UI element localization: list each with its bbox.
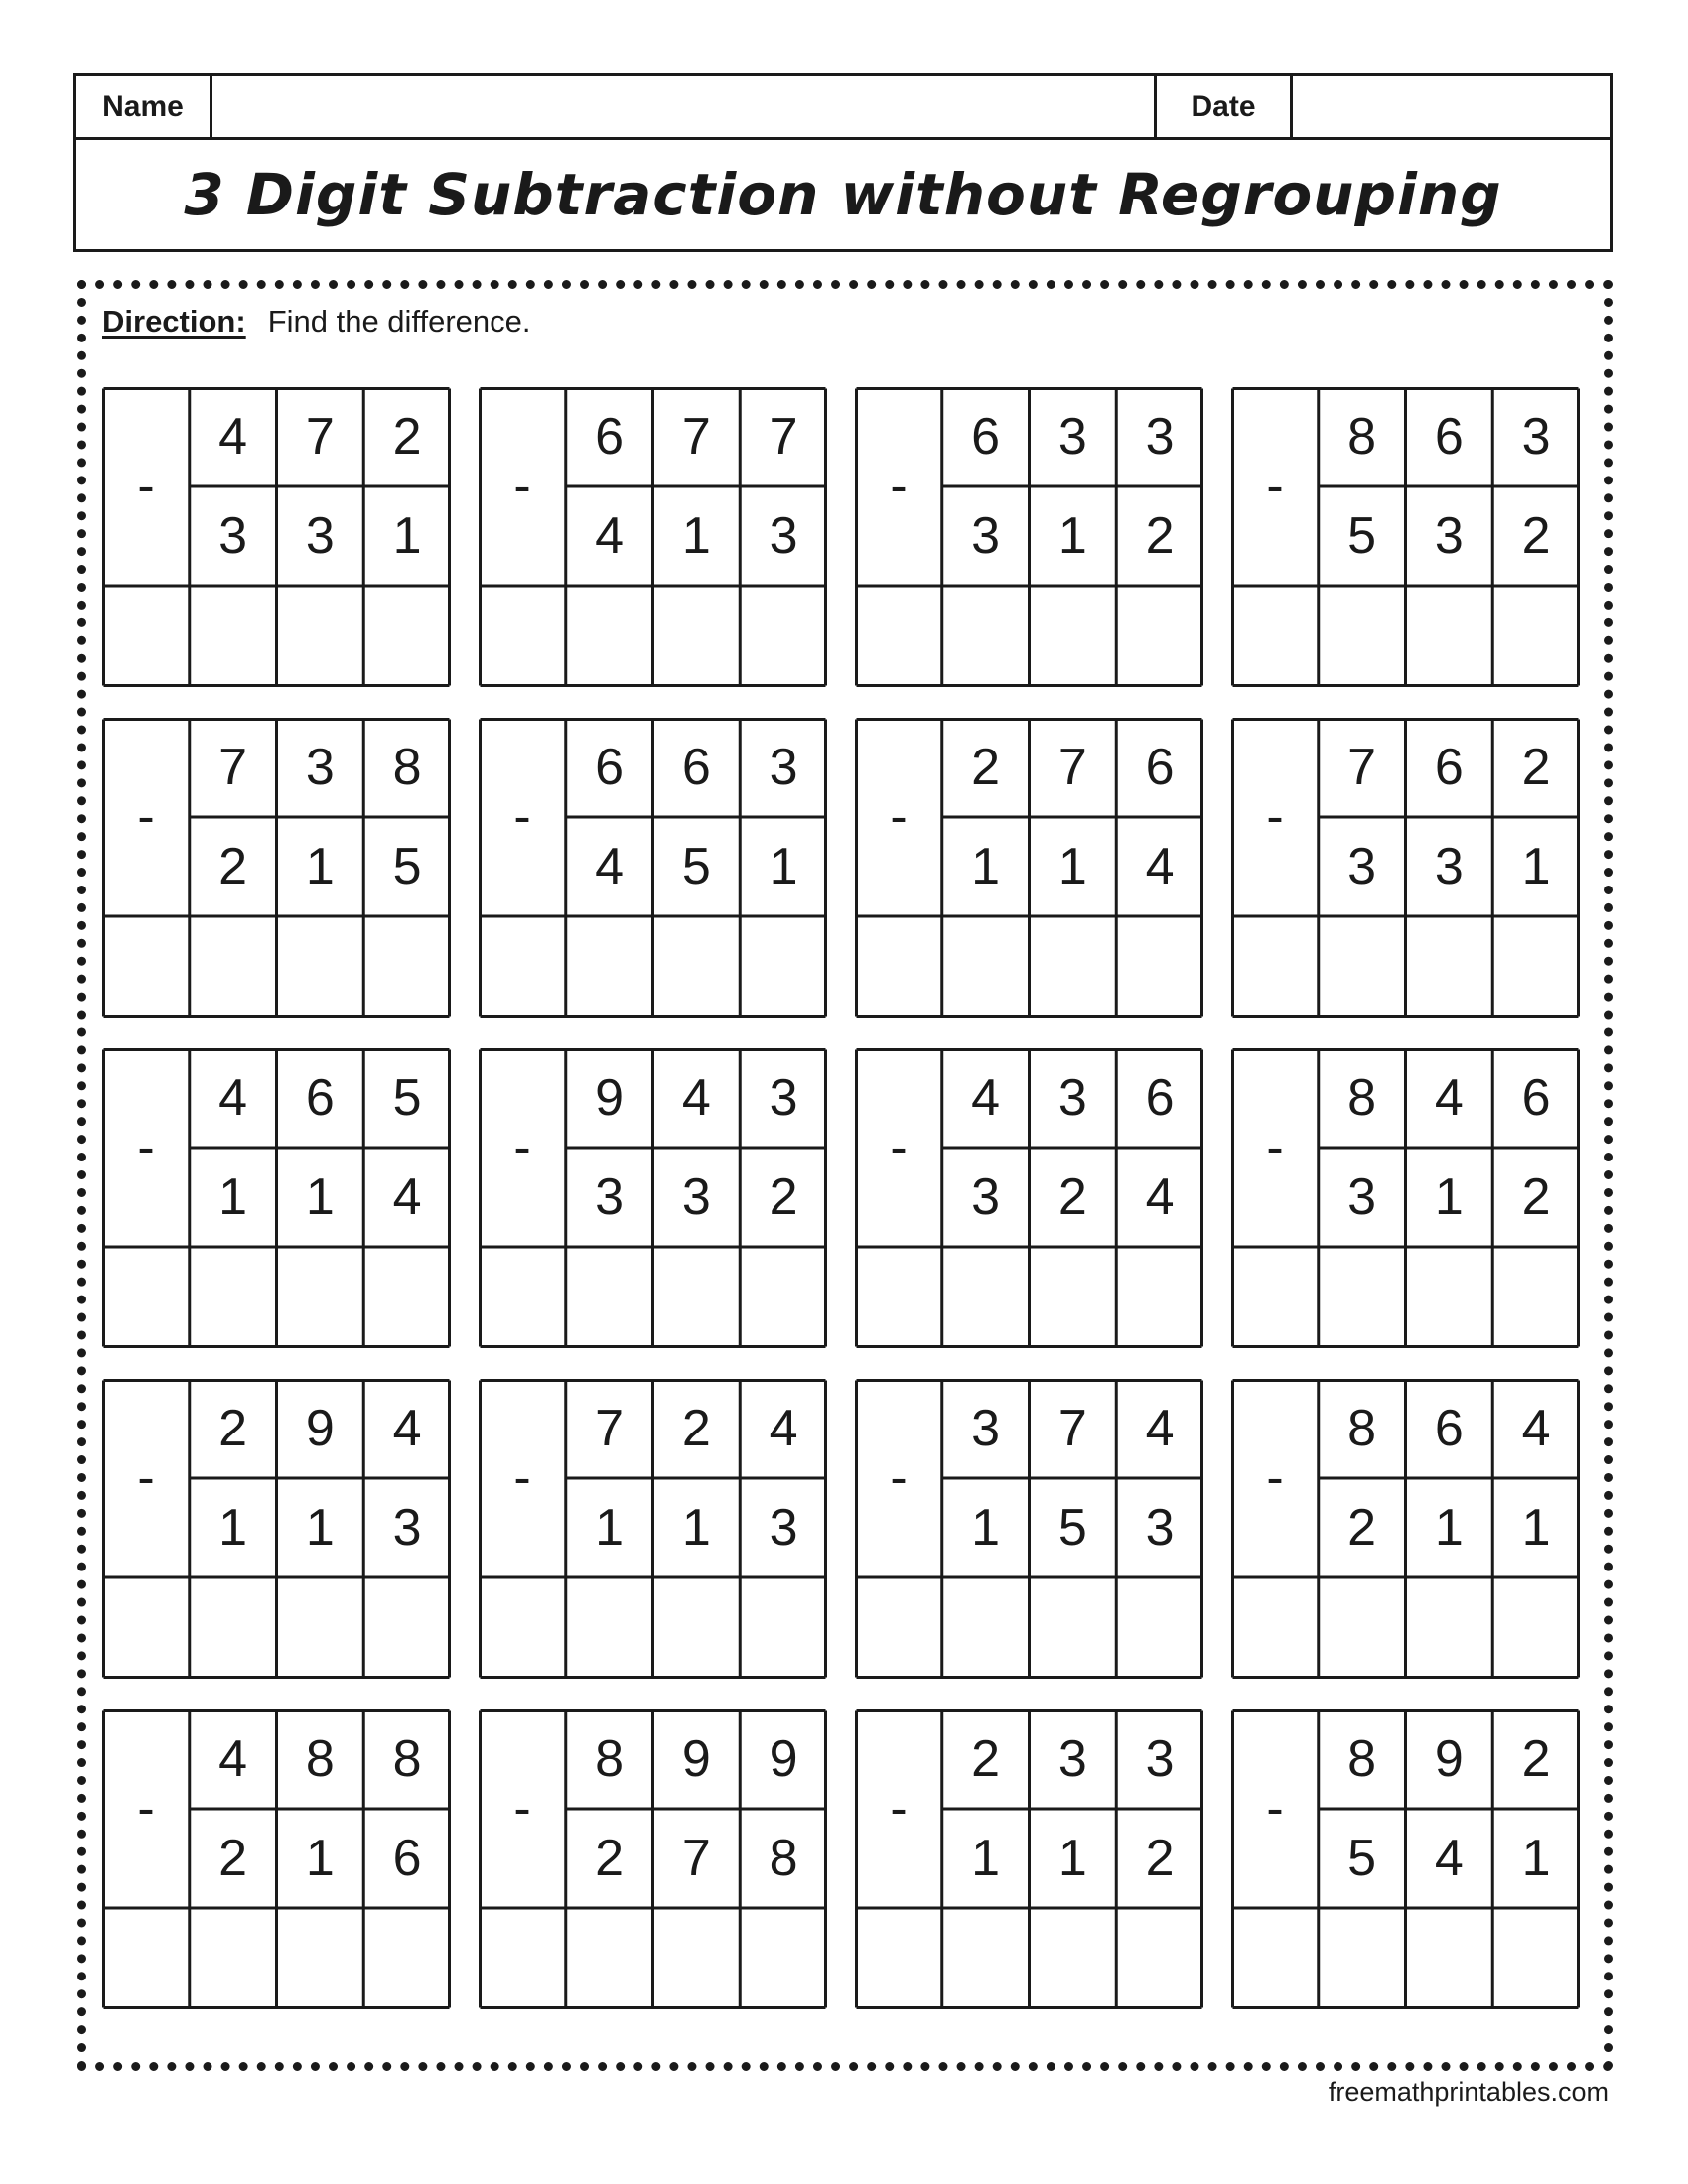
answer-cell[interactable] <box>190 1908 276 2007</box>
answer-cell[interactable] <box>1030 586 1116 685</box>
answer-cell[interactable] <box>1319 916 1405 1016</box>
date-field[interactable] <box>1293 76 1610 137</box>
answer-cell[interactable] <box>1116 916 1202 1016</box>
minuend-digit: 7 <box>218 739 248 796</box>
minuend-digit: 3 <box>1057 1730 1087 1788</box>
subtrahend-digit: 4 <box>1434 1830 1464 1887</box>
subtrahend-digit: 2 <box>769 1168 798 1226</box>
subtraction-problem <box>855 1709 1203 2009</box>
answer-cell[interactable] <box>1406 1577 1492 1677</box>
minus-sign: - <box>1266 458 1284 515</box>
minuend-digit: 6 <box>305 1069 335 1127</box>
minuend-digit: 4 <box>218 408 248 466</box>
minuend-digit: 3 <box>971 1400 1001 1457</box>
minus-sign: - <box>137 1780 155 1838</box>
subtrahend-digit: 1 <box>305 838 335 895</box>
minuend-digit: 8 <box>1347 1069 1377 1127</box>
minuend-digit: 9 <box>681 1730 711 1788</box>
subtrahend-digit: 3 <box>1145 1499 1175 1557</box>
subtrahend-digit: 2 <box>1347 1499 1377 1557</box>
subtraction-problem <box>855 1379 1203 1679</box>
subtraction-problem <box>1231 718 1580 1018</box>
minuend-digit: 7 <box>305 408 335 466</box>
subtraction-problem <box>479 387 827 687</box>
minuend-digit: 2 <box>392 408 422 466</box>
subtraction-problem <box>1231 1048 1580 1348</box>
subtrahend-digit: 3 <box>971 1168 1001 1226</box>
subtrahend-digit: 1 <box>971 838 1001 895</box>
answer-cell[interactable] <box>190 586 276 685</box>
minuend-digit: 8 <box>1347 1730 1377 1788</box>
subtrahend-digit: 3 <box>305 507 335 565</box>
answer-cell[interactable] <box>1116 1908 1202 2007</box>
answer-cell[interactable] <box>740 1908 826 2007</box>
date-label: Date <box>1157 76 1293 137</box>
answer-cell[interactable] <box>566 916 652 1016</box>
minuend-digit: 2 <box>681 1400 711 1457</box>
minus-sign: - <box>1266 1449 1284 1507</box>
minuend-digit: 9 <box>1434 1730 1464 1788</box>
subtrahend-digit: 1 <box>218 1168 248 1226</box>
subtrahend-digit: 4 <box>392 1168 422 1226</box>
subtraction-problem <box>855 387 1203 687</box>
minuend-digit: 7 <box>1347 739 1377 796</box>
subtraction-problem <box>1231 1379 1580 1679</box>
minus-sign: - <box>890 1119 908 1176</box>
name-field[interactable] <box>212 76 1157 137</box>
minuend-digit: 4 <box>971 1069 1001 1127</box>
answer-cell[interactable] <box>1030 1247 1116 1346</box>
subtrahend-digit: 5 <box>1347 1830 1377 1887</box>
answer-cell[interactable] <box>1319 1908 1405 2007</box>
subtraction-problem <box>479 1379 827 1679</box>
answer-cell[interactable] <box>653 1908 740 2007</box>
subtrahend-digit: 1 <box>1521 838 1551 895</box>
subtrahend-digit: 1 <box>1434 1499 1464 1557</box>
answer-cell[interactable] <box>1492 586 1579 685</box>
subtrahend-digit: 1 <box>1521 1499 1551 1557</box>
minuend-digit: 6 <box>1521 1069 1551 1127</box>
subtrahend-digit: 3 <box>392 1499 422 1557</box>
subtrahend-digit: 1 <box>305 1499 335 1557</box>
subtrahend-digit: 1 <box>971 1499 1001 1557</box>
subtrahend-digit: 3 <box>1434 838 1464 895</box>
minuend-digit: 7 <box>1057 739 1087 796</box>
answer-cell[interactable] <box>277 916 363 1016</box>
minuend-digit: 3 <box>1145 1730 1175 1788</box>
minuend-digit: 3 <box>305 739 335 796</box>
answer-cell[interactable] <box>653 1247 740 1346</box>
minuend-digit: 4 <box>1521 1400 1551 1457</box>
subtraction-problem <box>1231 387 1580 687</box>
minuend-digit: 3 <box>1057 1069 1087 1127</box>
answer-cell[interactable] <box>942 1247 1029 1346</box>
minuend-digit: 6 <box>595 739 625 796</box>
minuend-digit: 9 <box>595 1069 625 1127</box>
subtrahend-digit: 2 <box>1521 507 1551 565</box>
subtrahend-digit: 3 <box>595 1168 625 1226</box>
minus-sign: - <box>513 1449 531 1507</box>
subtrahend-digit: 1 <box>305 1168 335 1226</box>
subtrahend-digit: 1 <box>681 507 711 565</box>
subtrahend-digit: 1 <box>769 838 798 895</box>
answer-cell[interactable] <box>277 1247 363 1346</box>
footer-site: freemathprintables.com <box>1328 2077 1609 2107</box>
minuend-digit: 3 <box>1145 408 1175 466</box>
answer-cell[interactable] <box>653 1577 740 1677</box>
answer-cell[interactable] <box>1030 916 1116 1016</box>
subtrahend-digit: 2 <box>595 1830 625 1887</box>
subtrahend-digit: 3 <box>681 1168 711 1226</box>
minuend-digit: 7 <box>769 408 798 466</box>
subtrahend-digit: 4 <box>595 838 625 895</box>
minus-sign: - <box>890 458 908 515</box>
answer-cell[interactable] <box>942 1908 1029 2007</box>
minuend-digit: 6 <box>1434 1400 1464 1457</box>
answer-cell[interactable] <box>1406 586 1492 685</box>
answer-cell[interactable] <box>942 916 1029 1016</box>
answer-cell[interactable] <box>1116 1247 1202 1346</box>
minuend-digit: 8 <box>1347 408 1377 466</box>
minuend-digit: 2 <box>1521 1730 1551 1788</box>
subtrahend-digit: 1 <box>218 1499 248 1557</box>
answer-cell[interactable] <box>1406 1247 1492 1346</box>
minus-sign: - <box>137 1119 155 1176</box>
worksheet-title: 3 Digit Subtraction without Regrouping <box>184 161 1502 228</box>
answer-cell[interactable] <box>363 586 450 685</box>
subtraction-problem <box>479 718 827 1018</box>
minus-sign: - <box>1266 1780 1284 1838</box>
header-block <box>73 73 1613 252</box>
minuend-digit: 8 <box>595 1730 625 1788</box>
subtrahend-digit: 1 <box>1521 1830 1551 1887</box>
minus-sign: - <box>1266 788 1284 846</box>
subtrahend-digit: 3 <box>218 507 248 565</box>
minuend-digit: 6 <box>1145 1069 1175 1127</box>
subtraction-problem <box>102 1379 451 1679</box>
subtrahend-digit: 3 <box>769 1499 798 1557</box>
subtrahend-digit: 4 <box>1145 838 1175 895</box>
minuend-digit: 4 <box>769 1400 798 1457</box>
minus-sign: - <box>513 788 531 846</box>
subtraction-problem <box>855 718 1203 1018</box>
answer-cell[interactable] <box>190 1577 276 1677</box>
answer-cell[interactable] <box>740 586 826 685</box>
subtrahend-digit: 5 <box>1347 507 1377 565</box>
minus-sign: - <box>513 1119 531 1176</box>
minuend-digit: 2 <box>1521 739 1551 796</box>
answer-cell[interactable] <box>363 1908 450 2007</box>
subtraction-problem <box>1231 1709 1580 2009</box>
subtrahend-digit: 2 <box>218 1830 248 1887</box>
minus-sign: - <box>137 458 155 515</box>
minus-sign: - <box>890 788 908 846</box>
minuend-digit: 6 <box>1145 739 1175 796</box>
answer-cell[interactable] <box>1492 916 1579 1016</box>
subtrahend-digit: 2 <box>1145 507 1175 565</box>
answer-cell[interactable] <box>653 916 740 1016</box>
answer-cell[interactable] <box>1319 1247 1405 1346</box>
subtrahend-digit: 3 <box>1434 507 1464 565</box>
minuend-digit: 3 <box>1057 408 1087 466</box>
subtraction-problem <box>102 718 451 1018</box>
answer-cell[interactable] <box>363 1247 450 1346</box>
minuend-digit: 4 <box>1434 1069 1464 1127</box>
minuend-digit: 9 <box>769 1730 798 1788</box>
subtraction-problem <box>479 1048 827 1348</box>
name-label: Name <box>76 76 212 137</box>
subtrahend-digit: 2 <box>1057 1168 1087 1226</box>
answer-cell[interactable] <box>942 586 1029 685</box>
answer-cell[interactable] <box>277 1908 363 2007</box>
answer-cell[interactable] <box>1492 1908 1579 2007</box>
subtrahend-digit: 1 <box>1057 507 1087 565</box>
subtraction-problem <box>102 1048 451 1348</box>
answer-cell[interactable] <box>1319 1577 1405 1677</box>
subtrahend-digit: 3 <box>1347 1168 1377 1226</box>
subtrahend-digit: 3 <box>769 507 798 565</box>
answer-cell[interactable] <box>1492 1247 1579 1346</box>
subtraction-problem <box>102 387 451 687</box>
subtrahend-digit: 1 <box>971 1830 1001 1887</box>
minuend-digit: 3 <box>1521 408 1551 466</box>
answer-cell[interactable] <box>1030 1577 1116 1677</box>
answer-cell[interactable] <box>363 916 450 1016</box>
minus-sign: - <box>513 458 531 515</box>
minuend-digit: 8 <box>305 1730 335 1788</box>
subtrahend-digit: 3 <box>971 507 1001 565</box>
minuend-digit: 4 <box>218 1069 248 1127</box>
subtrahend-digit: 1 <box>681 1499 711 1557</box>
subtrahend-digit: 2 <box>1521 1168 1551 1226</box>
answer-cell[interactable] <box>1492 1577 1579 1677</box>
subtrahend-digit: 1 <box>392 507 422 565</box>
answer-cell[interactable] <box>740 916 826 1016</box>
answer-cell[interactable] <box>277 586 363 685</box>
minus-sign: - <box>1266 1119 1284 1176</box>
subtrahend-digit: 4 <box>595 507 625 565</box>
subtrahend-digit: 1 <box>305 1830 335 1887</box>
subtrahend-digit: 8 <box>769 1830 798 1887</box>
minuend-digit: 4 <box>1145 1400 1175 1457</box>
minuend-digit: 6 <box>1434 739 1464 796</box>
answer-cell[interactable] <box>740 1577 826 1677</box>
subtrahend-digit: 3 <box>1347 838 1377 895</box>
name-date-row <box>76 76 1610 140</box>
subtrahend-digit: 5 <box>1057 1499 1087 1557</box>
answer-cell[interactable] <box>1406 916 1492 1016</box>
subtrahend-digit: 4 <box>1145 1168 1175 1226</box>
minuend-digit: 2 <box>971 739 1001 796</box>
minuend-digit: 2 <box>218 1400 248 1457</box>
subtrahend-digit: 5 <box>681 838 711 895</box>
answer-cell[interactable] <box>1319 586 1405 685</box>
subtraction-problem <box>102 1709 451 2009</box>
direction <box>102 304 531 340</box>
subtrahend-digit: 1 <box>595 1499 625 1557</box>
minuend-digit: 9 <box>305 1400 335 1457</box>
subtrahend-digit: 7 <box>681 1830 711 1887</box>
subtrahend-digit: 1 <box>1057 1830 1087 1887</box>
answer-cell[interactable] <box>653 586 740 685</box>
subtrahend-digit: 1 <box>1434 1168 1464 1226</box>
subtrahend-digit: 1 <box>1057 838 1087 895</box>
minus-sign: - <box>890 1449 908 1507</box>
minus-sign: - <box>137 788 155 846</box>
minuend-digit: 5 <box>392 1069 422 1127</box>
minuend-digit: 7 <box>681 408 711 466</box>
minuend-digit: 6 <box>595 408 625 466</box>
subtraction-problem <box>855 1048 1203 1348</box>
minuend-digit: 4 <box>392 1400 422 1457</box>
subtrahend-digit: 2 <box>218 838 248 895</box>
answer-cell[interactable] <box>190 1247 276 1346</box>
minuend-digit: 2 <box>971 1730 1001 1788</box>
minuend-digit: 8 <box>392 1730 422 1788</box>
answer-cell[interactable] <box>566 1577 652 1677</box>
answer-cell[interactable] <box>1116 586 1202 685</box>
minuend-digit: 3 <box>769 1069 798 1127</box>
minuend-digit: 8 <box>392 739 422 796</box>
subtraction-problem <box>479 1709 827 2009</box>
answer-cell[interactable] <box>942 1577 1029 1677</box>
answer-cell[interactable] <box>740 1247 826 1346</box>
subtrahend-digit: 6 <box>392 1830 422 1887</box>
answer-cell[interactable] <box>566 586 652 685</box>
minuend-digit: 6 <box>681 739 711 796</box>
answer-cell[interactable] <box>363 1577 450 1677</box>
minus-sign: - <box>890 1780 908 1838</box>
minuend-digit: 3 <box>769 739 798 796</box>
direction-label: Direction: <box>102 304 246 339</box>
minuend-digit: 4 <box>681 1069 711 1127</box>
answer-cell[interactable] <box>190 916 276 1016</box>
answer-cell[interactable] <box>277 1577 363 1677</box>
minuend-digit: 8 <box>1347 1400 1377 1457</box>
subtrahend-digit: 2 <box>1145 1830 1175 1887</box>
minuend-digit: 6 <box>1434 408 1464 466</box>
answer-cell[interactable] <box>1030 1908 1116 2007</box>
subtrahend-digit: 5 <box>392 838 422 895</box>
answer-cell[interactable] <box>1406 1908 1492 2007</box>
answer-cell[interactable] <box>1116 1577 1202 1677</box>
minuend-digit: 4 <box>218 1730 248 1788</box>
minus-sign: - <box>137 1449 155 1507</box>
minus-sign: - <box>513 1780 531 1838</box>
direction-text: Find the difference. <box>267 304 531 339</box>
minuend-digit: 6 <box>971 408 1001 466</box>
answer-cell[interactable] <box>566 1908 652 2007</box>
minuend-digit: 7 <box>595 1400 625 1457</box>
answer-cell[interactable] <box>566 1247 652 1346</box>
minuend-digit: 7 <box>1057 1400 1087 1457</box>
